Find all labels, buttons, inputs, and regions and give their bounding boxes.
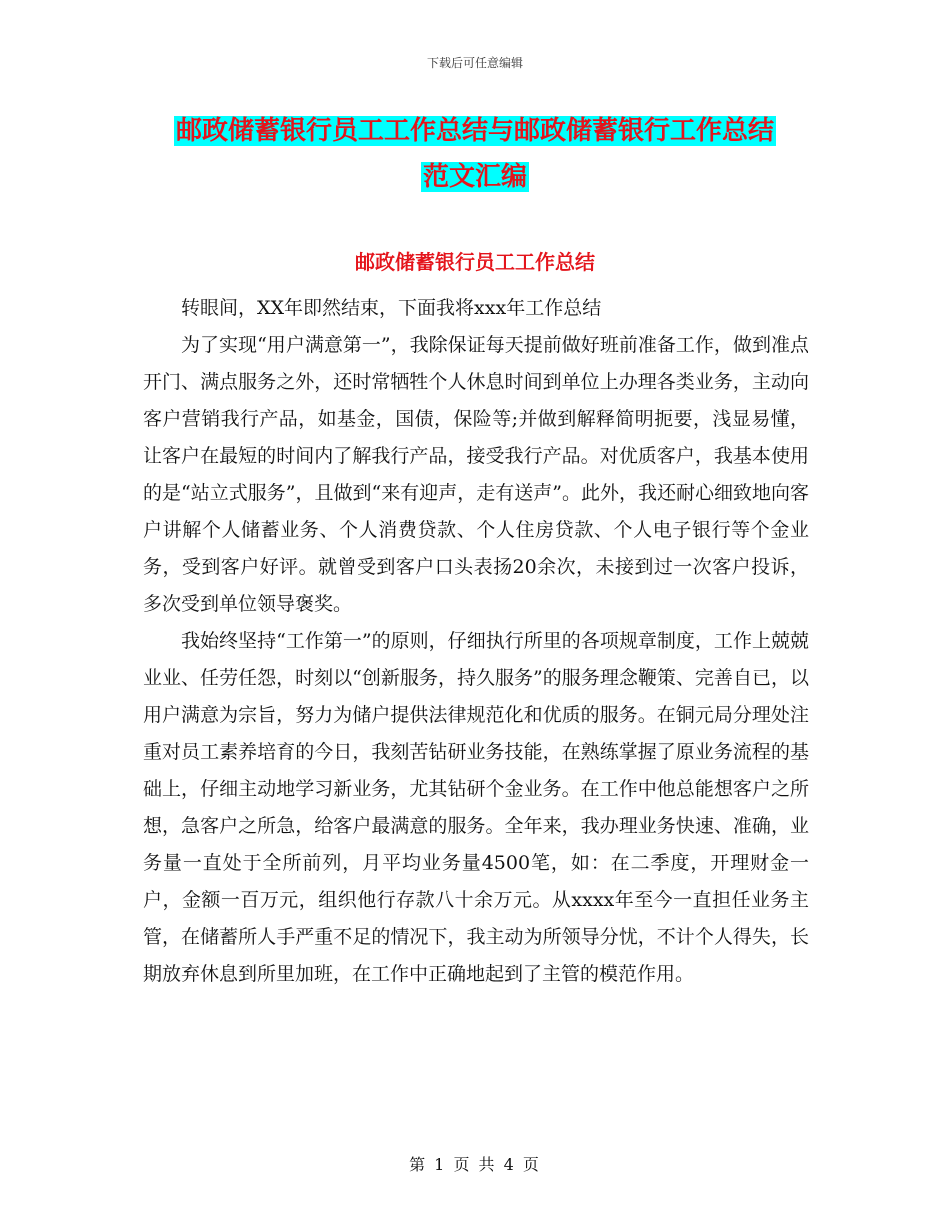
header-note: 下载后可任意编辑 — [426, 56, 523, 70]
paragraph-1: 转眼间，XX年即然结束，下面我将xxx年工作总结 — [181, 297, 602, 319]
paragraph-2: 为了实现“用户满意第一”，我除保证每天提前做好班前准备工作，做到准点开门、满点服务之外，还时常牺牲个人休息时间到单位上办理各类业务，主动向客户营销我行产品，如基金，国债，保险等;并做到解释简明扼要，浅显易懂，让客户在最短的时间内了解我行产品，接受我行产品。对优质客户，我基本使用的是“站立式服务”，且做到“来有迎声，走有送声”。此外，我还耐心细致地向客户讲解个人储蓄业务、个人消费贷款、个人住房贷款、个人电子银行等个金业务，受到客户好评。就曾受到客户口头表扬20余次，未接到过一次客户投诉，多次受到单位领导褒奖。 — [143, 334, 809, 615]
document-title-line-2: 范文汇编 — [422, 162, 527, 192]
page-footer: 第 1 页 共 4 页 — [409, 1155, 541, 1174]
section-title: 邮政储蓄银行员工工作总结 — [355, 250, 595, 274]
document-body — [143, 290, 809, 993]
paragraph-3: 我始终坚持“工作第一”的原则，仔细执行所里的各项规章制度，工作上兢兢业业、任劳任怨，时刻以“创新服务，持久服务”的服务理念鞭策、完善自已，以用户满意为宗旨，努力为储户提供法律规范化和优质的服务。在铜元局分理处注重对员工素养培育的今日，我刻苦钻研业务技能，在熟练掌握了原业务流程的基础上，仔细主动地学习新业务，尤其钻研个金业务。在工作中他总能想客户之所想，急客户之所急，给客户最满意的服务。全年来，我办理业务快速、准确，业务量一直处于全所前列，月平均业务量4500笔，如：在二季度，开理财金一户，金额一百万元，组织他行存款八十余万元。从xxxx年至今一直担任业务主管，在储蓄所人手严重不足的情况下，我主动为所领导分忧，不计个人得失，长期放弃休息到所里加班，在工作中正确地起到了主管的模范作用。 — [143, 630, 809, 985]
document-title — [150, 108, 800, 200]
document-title-line-1: 邮政储蓄银行员工工作总结与邮政储蓄银行工作总结 — [175, 116, 774, 146]
